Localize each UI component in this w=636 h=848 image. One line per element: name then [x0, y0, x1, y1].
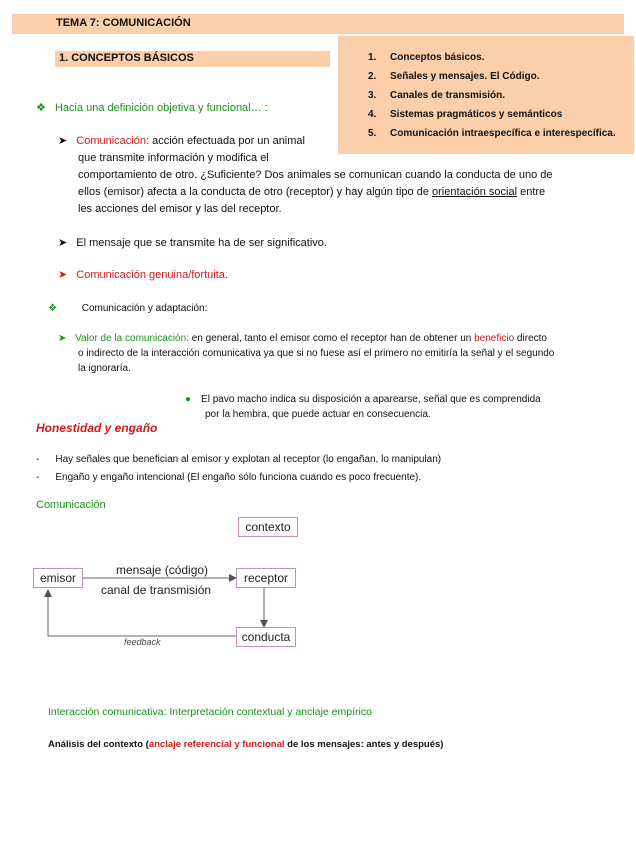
definition-text: acción efectuada por un animal: [149, 135, 305, 147]
diagram-title: Comunicación: [36, 499, 106, 511]
arrow-icon: ➤: [58, 135, 68, 147]
definition-text: ellos (emisor) afecta a la conducta de otro (receptor) y hay algún tipo de orientación social entre: [78, 186, 546, 198]
toc-item: 4. Sistemas pragmáticos y semánticos: [368, 109, 563, 120]
diamond-bullet-icon: ❖: [48, 303, 57, 314]
list-item: - Engaño y engaño intencional (El engaño sólo funciona cuando es poco frecuente).: [36, 472, 422, 483]
analisis-line: Análisis del contexto (anclaje referencial y funcional de los mensajes: antes y después): [48, 739, 444, 750]
valor-text: la ignoraría.: [78, 363, 131, 374]
toc-item: 5. Comunicación intraespecífica e interespecífica.: [368, 128, 616, 139]
arrow-icon: ➤: [58, 269, 68, 281]
anclaje-term: anclaje referencial y funcional: [148, 739, 285, 750]
canal-label: canal de transmisión: [101, 583, 212, 597]
conducta-box: conducta: [236, 627, 296, 647]
toc-item: 1. Conceptos básicos.: [368, 52, 485, 63]
page-title: TEMA 7: COMUNICACIÓN: [56, 17, 191, 29]
definition-text: les acciones del emisor y las del receptor.: [78, 203, 282, 215]
toc-item: 2. Señales y mensajes. El Código.: [368, 71, 540, 82]
pavo-text: El pavo macho indica su disposición a aparearse, señal que es comprendida: [201, 394, 541, 405]
definition-text: que transmite información y modifica el: [78, 152, 269, 164]
interaccion-line: Interacción comunicativa: Interpretación contextual y anclaje empírico: [48, 706, 372, 718]
arrow-icon: ➤: [58, 333, 67, 344]
mensaje-text: El mensaje que se transmite ha de ser significativo.: [76, 237, 327, 249]
term-comunicacion: Comunicación:: [76, 135, 150, 147]
valor-text: o indirecto de la interacción comunicativa ya que si no fuese así el primero no emitiría la señal y el segundo: [78, 348, 555, 359]
list-item: - Hay señales que benefician al emisor y explotan al receptor (lo engañan, lo manipulan): [36, 454, 442, 465]
diamond-bullet-icon: ❖: [36, 102, 46, 114]
arrow-icon: ➤: [58, 237, 68, 249]
pavo-text: por la hembra, que puede actuar en consecuencia.: [205, 409, 431, 420]
valor-block: ➤ Valor de la comunicación: en general, tanto el emisor como el receptor han de obtener un beneficio directo o indirecto de la interacción comunicativa ya que si no fuese así el primero no emitiría la señal y el segundo la ignoraría.: [58, 331, 618, 376]
term-beneficio: beneficio: [474, 333, 515, 344]
dot-bullet-icon: ●: [185, 394, 192, 405]
receptor-box: receptor: [236, 568, 296, 588]
honestidad-title: Honestidad y engaño: [36, 421, 158, 435]
underlined-term: orientación social: [432, 186, 518, 198]
adaptacion-text: Comunicación y adaptación:: [81, 303, 208, 314]
term-valor: Valor de la comunicación:: [75, 333, 189, 344]
section-title: 1. CONCEPTOS BÁSICOS: [59, 52, 194, 64]
mensaje-label: mensaje (código): [116, 563, 209, 577]
feedback-label: feedback: [124, 637, 161, 647]
contexto-box: contexto: [238, 517, 298, 537]
toc-item: 3. Canales de transmisión.: [368, 90, 506, 101]
intro-text: Hacia una definición objetiva y funcional… :: [54, 102, 268, 114]
definition-text: comportamiento de otro. ¿Suficiente? Dos animales se comunican cuando la conducta de uno de: [78, 169, 553, 181]
genuina-text: Comunicación genuina/fortuita.: [76, 269, 228, 281]
emisor-box: emisor: [33, 568, 83, 588]
